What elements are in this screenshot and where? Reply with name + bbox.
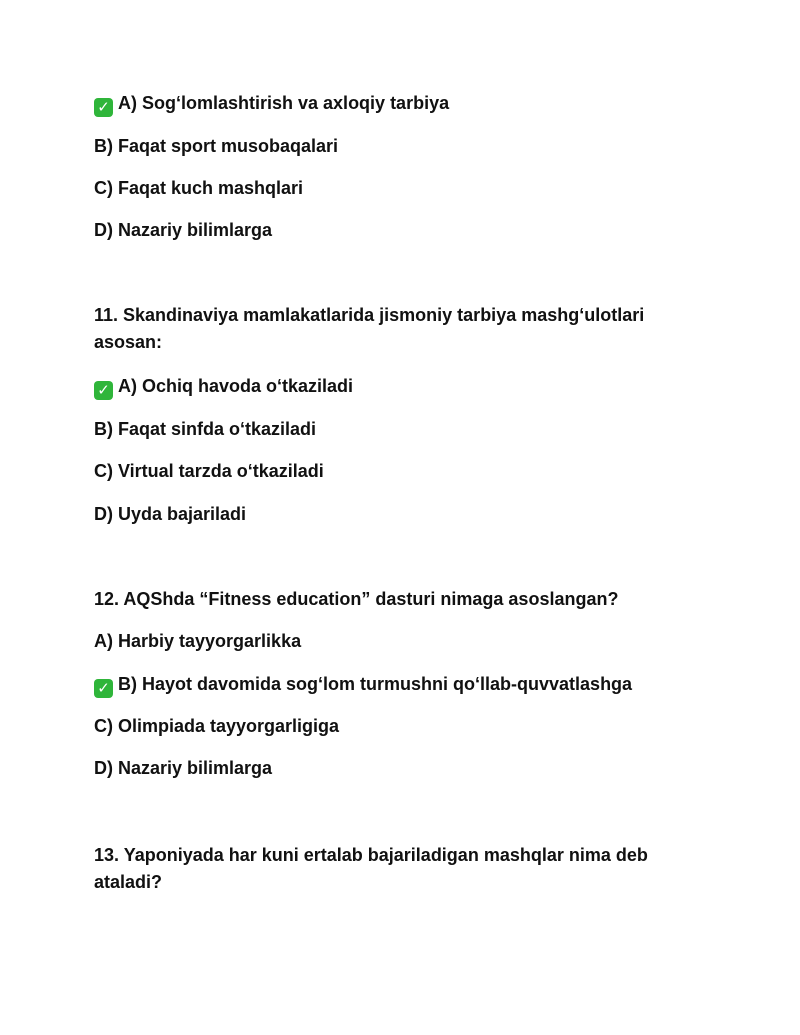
question-11: 11. Skandinaviya mamlakatlarida jismoniy tarbiya mashg‘ulotlari asosan: xyxy=(94,305,645,352)
question-12: 12. AQShda “Fitness education” dasturi nimaga asoslangan? xyxy=(94,589,619,609)
question-13: 13. Yaponiyada har kuni ertalab bajariladigan mashqlar nima deb ataladi? xyxy=(94,845,648,892)
answer-option: C) Olimpiada tayyorgarligiga xyxy=(94,716,340,736)
answer-option: ✓ A) Ochiq havoda o‘tkaziladi xyxy=(94,375,353,400)
answer-option: B) Faqat sinfda o‘tkaziladi xyxy=(94,419,317,439)
answer-option: D) Uyda bajariladi xyxy=(94,504,247,524)
check-mark-icon: ✓ xyxy=(94,381,113,400)
answer-option: C) Faqat kuch mashqlari xyxy=(94,178,304,198)
answer-option: ✓ A) Sog‘lomlashtirish va axloqiy tarbiya xyxy=(94,92,449,117)
answer-option: D) Nazariy bilimlarga xyxy=(94,220,273,240)
answer-option: C) Virtual tarzda o‘tkaziladi xyxy=(94,461,324,481)
check-mark-icon: ✓ xyxy=(94,98,113,117)
answer-option: B) Faqat sport musobaqalari xyxy=(94,136,339,156)
answer-option: D) Nazariy bilimlarga xyxy=(94,758,273,778)
answer-option: A) Harbiy tayyorgarlikka xyxy=(94,631,302,651)
answer-option: ✓ B) Hayot davomida sog‘lom turmushni qo‘llab-quvvatlashga xyxy=(94,673,632,698)
check-mark-icon: ✓ xyxy=(94,679,113,698)
